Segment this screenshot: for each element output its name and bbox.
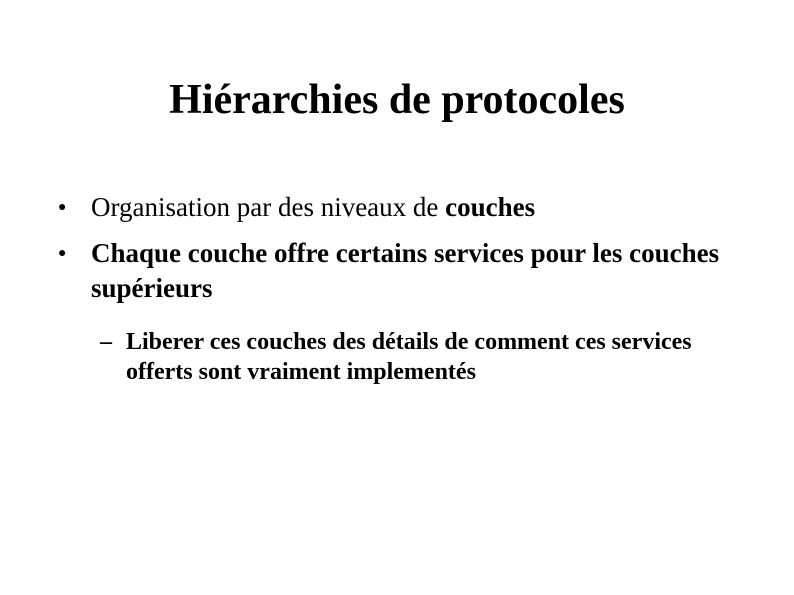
- bullet-dot-icon: ●: [58, 246, 67, 261]
- bullet-list: [58, 190, 758, 387]
- slide-title: Hiérarchies de protocoles: [169, 77, 625, 123]
- bullet-item-chaque-couche: [58, 236, 758, 387]
- sub-bullet-text: Liberer ces couches des détails de comment ces services offerts sont vraiment implementés: [126, 329, 692, 385]
- bullet-text-bold: couches: [445, 192, 536, 222]
- sub-bullet-list: [91, 327, 758, 387]
- bullet-text-plain: Organisation par des niveaux de: [91, 192, 446, 222]
- dash-icon: –: [100, 329, 112, 355]
- sub-bullet-item-liberer: [91, 327, 758, 387]
- bullet-item-organisation: [58, 190, 758, 225]
- bullet-text: Chaque couche offre certains services pour les couches supérieurs: [91, 238, 720, 303]
- bullet-dot-icon: ●: [58, 200, 67, 215]
